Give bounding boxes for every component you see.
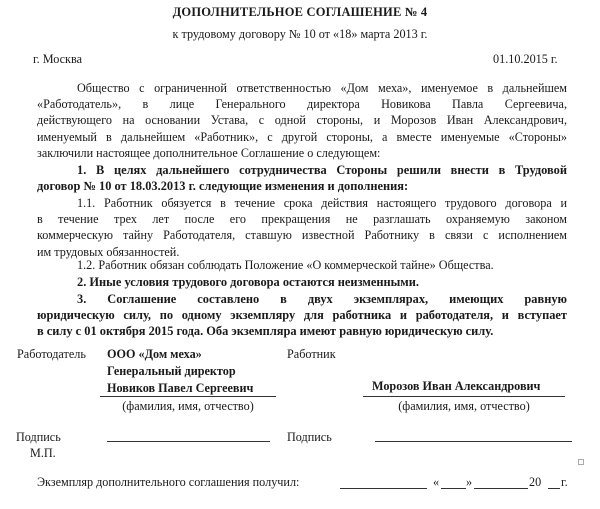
clause-2 <box>37 274 567 290</box>
clause-line: 1.2. Работник обязан соблюдать Положение «О коммерческой тайне» Общества. <box>77 258 494 272</box>
employer-org: ООО «Дом меха» <box>107 347 202 361</box>
preamble-line: Общество с ограниченной ответственностью «Дом меха», именуемое в дальнейшем <box>77 81 567 95</box>
receipt-signature-line[interactable] <box>340 488 427 489</box>
document-subtitle: к трудовому договору № 10 от «18» марта 2013 г. <box>172 27 428 41</box>
preamble-paragraph <box>37 80 567 161</box>
clause-line: коммерческую тайну Работодателя, ставшую известной Работнику в связи с исполнением <box>37 228 567 243</box>
receipt-quote-open: « <box>433 475 440 489</box>
employer-name-underline <box>100 396 276 397</box>
clause-line: в течение трех лет после его прекращения не разглашать охраняемую законом <box>37 212 567 227</box>
document-title: ДОПОЛНИТЕЛЬНОЕ СОГЛАШЕНИЕ № 4 <box>172 5 428 19</box>
receipt-year-suffix: г. <box>561 475 568 489</box>
employee-signature-label: Подпись <box>287 430 332 444</box>
clause-line: 3. Соглашение составлено в двух экземплярах, имеющих равную <box>77 292 567 306</box>
clause-line: им трудовых обязанностей. <box>37 244 180 259</box>
preamble-line: «Работодатель», в лице Генерального директора Новикова Павла Сергеевича, <box>37 97 567 112</box>
employer-signature-label: Подпись <box>16 430 61 444</box>
receipt-day-line[interactable] <box>441 488 466 489</box>
clause-line: в силу с 01 октября 2015 года. Оба экземпляра имеют равную юридическую силу. <box>37 324 494 339</box>
clause-3 <box>37 291 567 340</box>
receipt-year-prefix: 20 <box>529 475 542 489</box>
employee-name: Морозов Иван Александрович <box>372 379 541 393</box>
clause-line: 1.1. Работник обязуется в течение срока действия настоящего трудового договора и <box>77 196 567 210</box>
employer-label: Работодатель <box>17 347 86 361</box>
document-date: 01.10.2015 г. <box>493 52 558 66</box>
stamp-label: М.П. <box>30 446 56 460</box>
preamble-line: действующего на основании Устава, с одной стороны, и Морозов Иван Александрович, <box>37 113 567 128</box>
employer-name: Новиков Павел Сергеевич <box>107 381 254 395</box>
preamble-line: заключили настоящее дополнительное Соглашение о следующем: <box>37 145 381 160</box>
receipt-quote-close: » <box>466 475 473 489</box>
employee-name-caption: (фамилия, имя, отчество) <box>398 399 530 413</box>
clause-line: юридическую силу, по одному экземпляру для работника и работодателя, и вступает <box>37 308 567 323</box>
clause-line: 2. Иные условия трудового договора остаются неизменными. <box>77 275 419 289</box>
clause-1 <box>37 162 567 194</box>
employer-signature-line[interactable] <box>107 441 270 442</box>
clause-line: договор № 10 от 18.03.2013 г. следующие изменения и дополнения: <box>37 179 409 194</box>
employee-label: Работник <box>287 347 336 361</box>
employer-name-caption: (фамилия, имя, отчество) <box>122 399 254 413</box>
clause-1-1 <box>37 195 567 260</box>
receipt-year-line[interactable] <box>548 488 560 489</box>
employer-position: Генеральный директор <box>107 364 236 378</box>
clause-1-2 <box>37 257 567 273</box>
document-city: г. Москва <box>33 52 82 66</box>
clause-line: 1. В целях дальнейшего сотрудничества Стороны решили внести в Трудовой <box>77 163 567 177</box>
receipt-label: Экземпляр дополнительного соглашения получил: <box>37 475 300 489</box>
employee-name-underline <box>363 396 565 397</box>
employee-signature-line[interactable] <box>375 441 572 442</box>
anchor-marker-icon <box>578 459 584 465</box>
receipt-month-line[interactable] <box>474 488 528 489</box>
preamble-line: именуемый в дальнейшем «Работник», с другой стороны, а вместе именуемые «Стороны» <box>37 129 567 144</box>
